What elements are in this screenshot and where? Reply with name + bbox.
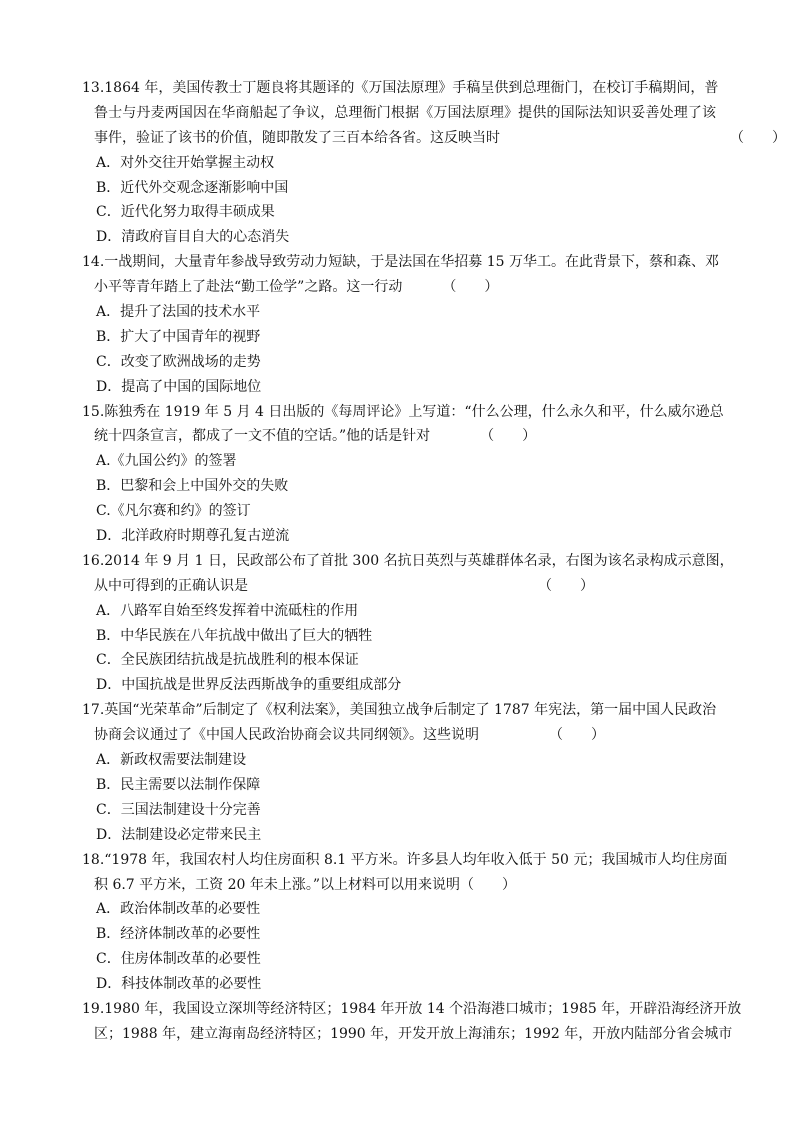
- question-stem-line: 15.陈独秀在 1919 年 5 月 4 日出版的《每周评论》上写道：“什么公理，什么永久和平，什么威尔逊总: [82, 403, 724, 420]
- question-stem-line: 17.英国“光荣革命”后制定了《权利法案》，美国独立战争后制定了 1787 年宪法，第一届中国人民政治: [82, 702, 717, 719]
- option-d: D．清政府盲目自大的心态消失: [96, 229, 290, 246]
- option-b: B．民主需要以法制作保障: [96, 776, 261, 793]
- option-b: B．扩大了中国青年的视野: [96, 328, 261, 345]
- option-a: A．八路军自始至终发挥着中流砥柱的作用: [96, 602, 359, 619]
- question-stem-line: 从中可得到的正确认识是 （ ）: [82, 574, 716, 599]
- question-number: 18.: [82, 851, 105, 868]
- question-number: 19.: [82, 1000, 105, 1017]
- option-b: B．巴黎和会上中国外交的失败: [96, 478, 289, 495]
- question-stem-line: 区；1988 年，建立海南岛经济特区；1990 年，开发开放上海浦东；1992 年，开放内陆部分省会城市: [94, 1025, 733, 1042]
- question-17: [82, 698, 716, 847]
- option-a: A．对外交往开始掌握主动权: [96, 154, 275, 171]
- option-c: C．住房体制改革的必要性: [96, 951, 261, 968]
- answer-blank: （ ）: [460, 876, 517, 893]
- question-stem-line: 事件，验证了该书的价值，随即散发了三百本给各省。这反映当时 （ ）: [82, 126, 716, 151]
- answer-blank: （ ）: [549, 727, 605, 744]
- option-a: A．政治体制改革的必要性: [96, 901, 261, 918]
- question-number: 16.: [82, 552, 105, 569]
- option-a: A．新政权需要法制建设: [96, 752, 247, 769]
- question-19: [82, 997, 742, 1047]
- option-c: C．近代化努力取得丰硕成果: [96, 204, 275, 221]
- question-stem-line: 协商会议通过了《中国人民政治协商会议共同纲领》。这些说明 （ ）: [82, 723, 716, 748]
- question-stem-line: 16.2014 年 9 月 1 日，民政部公布了首批 300 名抗日英烈与英雄群体名录，右图为该名录构成示意图，: [82, 552, 734, 569]
- question-number: 14.: [82, 254, 105, 271]
- option-d: D．法制建设必定带来民主: [96, 826, 262, 843]
- option-b: B．经济体制改革的必要性: [96, 926, 261, 943]
- option-d: D．北洋政府时期尊孔复古逆流: [96, 528, 290, 545]
- question-16: [82, 549, 734, 698]
- option-b: B．近代外交观念逐渐影响中国: [96, 179, 289, 196]
- question-stem-line: 19.1980 年，我国设立深圳等经济特区；1984 年开放 14 个沿海港口城市；1985 年，开辟沿海经济开放: [82, 1000, 742, 1017]
- question-stem-line: 鲁士与丹麦两国因在华商船起了争议，总理衙门根据《万国法原理》提供的国际法知识妥善处理了该: [94, 104, 716, 121]
- option-c: C．全民族团结抗战是抗战胜利的根本保证: [96, 652, 359, 669]
- option-a: A．提升了法国的技术水平: [96, 304, 261, 321]
- question-stem-line: 18.“1978 年，我国农村人均住房面积 8.1 平方米。许多县人均年收入低于 50 元；我国城市人均住房面: [82, 851, 728, 868]
- option-a: A.《九国公约》的签署: [96, 453, 237, 470]
- question-stem-line: 小平等青年踏上了赴法“勤工俭学”之路。这一行动 （ ）: [82, 275, 716, 300]
- question-number: 13.: [82, 80, 105, 96]
- answer-blank: （ ）: [538, 577, 594, 594]
- option-d: D．提高了中国的国际地位: [96, 378, 262, 395]
- question-13: [82, 76, 786, 250]
- question-number: 15.: [82, 403, 105, 420]
- question-number: 17.: [82, 702, 105, 719]
- answer-blank: （ ）: [480, 428, 537, 445]
- question-18: [82, 848, 728, 997]
- option-b: B．中华民族在八年抗战中做出了巨大的牺牲: [96, 627, 373, 644]
- question-stem-line: 积 6.7 平方米，工资 20 年未上涨。”以上材料可以用来说明（ ）: [82, 873, 716, 898]
- question-14: [82, 250, 719, 399]
- question-stem-line: 13.1864 年，美国传教士丁题良将其题译的《万国法原理》手稿呈供到总理衙门，在校订手稿期间，普: [82, 80, 719, 96]
- option-c: C.《凡尔赛和约》的签订: [96, 503, 251, 520]
- question-stem-line: 统十四条宣言，都成了一文不值的空话。”他的话是针对 （ ）: [82, 424, 716, 449]
- answer-blank: （ ）: [730, 129, 786, 146]
- question-15: [82, 400, 724, 549]
- option-c: C．改变了欧洲战场的走势: [96, 353, 261, 370]
- option-d: D．科技体制改革的必要性: [96, 976, 262, 993]
- answer-blank: （ ）: [442, 279, 499, 296]
- question-stem-line: 14.一战期间，大量青年参战导致劳动力短缺，于是法国在华招募 15 万华工。在此背景下，蔡和森、邓: [82, 254, 719, 271]
- option-c: C．三国法制建设十分完善: [96, 801, 261, 818]
- option-d: D．中国抗战是世界反法西斯战争的重要组成部分: [96, 677, 402, 694]
